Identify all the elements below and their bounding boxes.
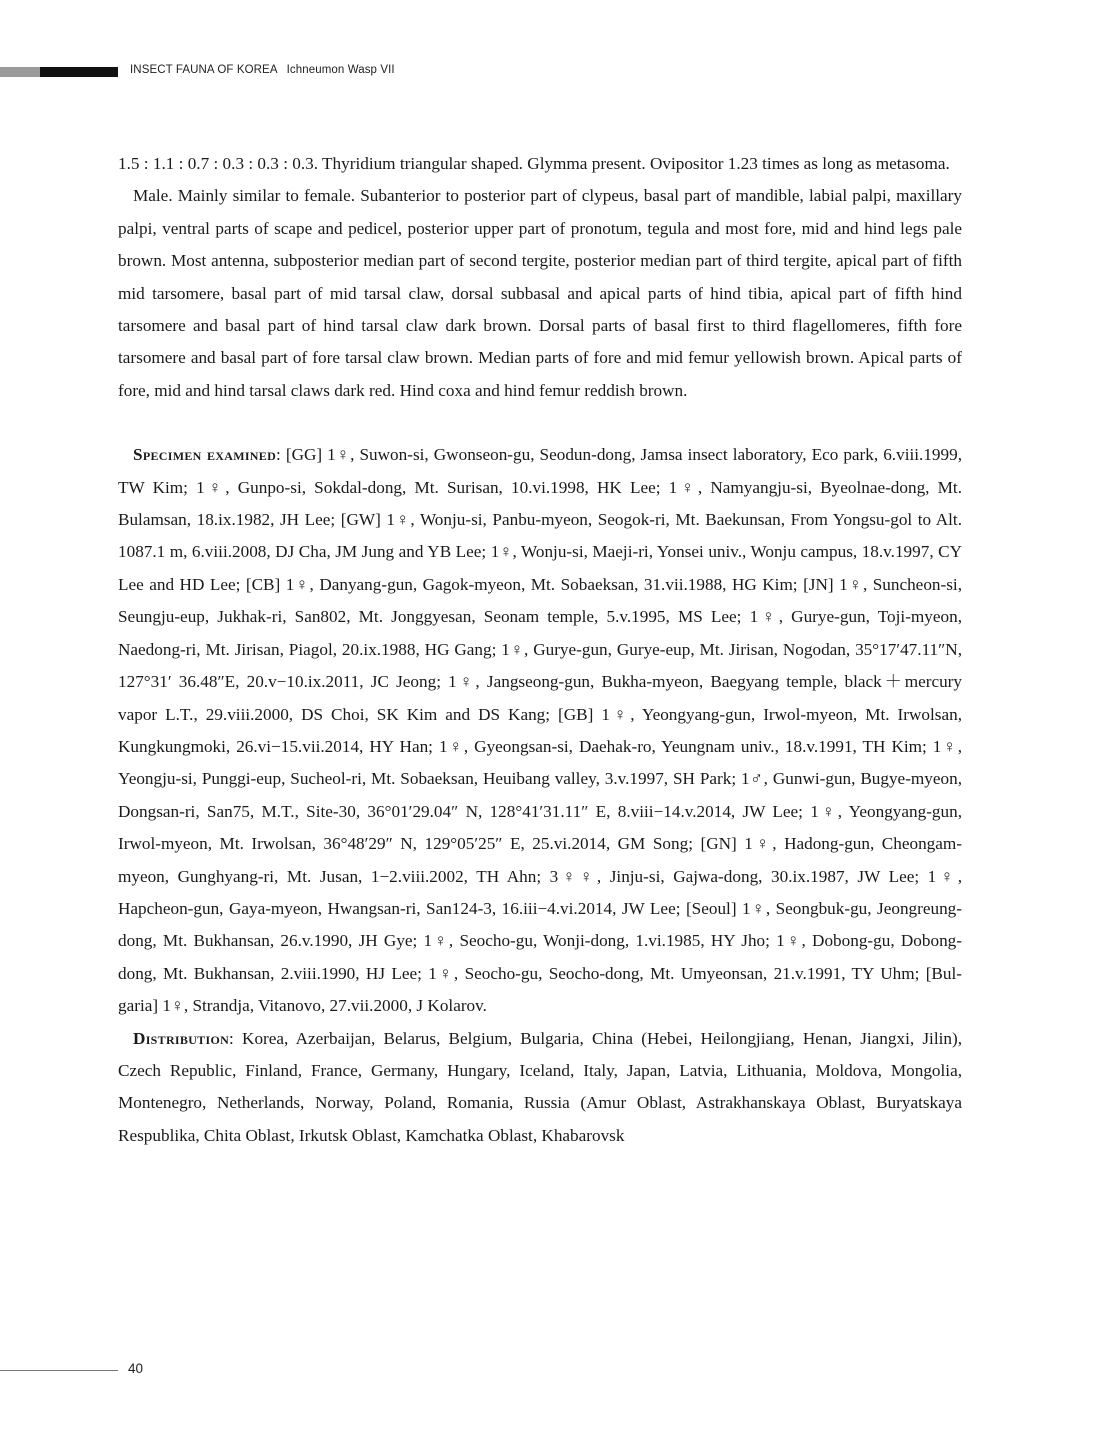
header-accent-bar-dark — [40, 67, 118, 77]
specimen-examined-text: : [GG] 1♀, Suwon-si, Gwonseon-gu, Seodun-dong, Jamsa insect laboratory, Eco park, 6.viii.1999, TW Kim; 1♀, Gunpo-si, Sokdal-dong, Mt. Surisan, 10.vi.1998, HK Lee; 1♀, Namyangju-si, Byeolnae-dong, Mt. Bulamsan, 18.ix.1982, JH Lee; [GW] 1♀, Wonju-si, Panbu-myeon, Seogok-ri, Mt. Baekunsan, From Yongsu-gol to Alt. 1087.1 m, 6.viii.2008, DJ Cha, JM Jung and YB Lee; 1♀, Wonju-si, Maeji-ri, Yonsei univ., Wonju campus, 18.v.1997, CY Lee and HD Lee; [CB] 1♀, Danyang-gun, Gagok-myeon, Mt. Sobaeksan, 31.vii.1988, HG Kim; [JN] 1♀, Suncheon-si, Seungju-eup, Jukhak-ri, San802, Mt. Jonggyesan, Seonam temple, 5.v.1995, MS Lee; 1♀, Gurye-gun, Toji-myeon, Naedong-ri, Mt. Jirisan, Piagol, 20.ix.1988, HG Gang; 1♀, Gurye-gun, Gurye-eup, Mt. Jirisan, Nogodan, 35°17′47.11″N, 127°31′ 36.48″E, 20.v−10.ix.2011, JC Jeong; 1♀, Jangseong-gun, Bukha-myeon, Baegyang temple, black＋mercury vapor L.T., 29.viii.2000, DS Choi, SK Kim and DS Kang; [GB] 1♀, Yeongyang-gun, Irwol-myeon, Mt. Irwolsan, Kungkungmoki, 26.vi−15.vii.2014, HY Han; 1♀, Gyeongsan-si, Daehak-ro, Yeungnam univ., 18.v.1991, TH Kim; 1♀, Yeongju-si, Punggi-eup, Sucheol-ri, Mt. Sobaeksan, Heuibang valley, 3.v.1997, SH Park; 1♂, Gunwi-gun, Bugye-myeon, Dongsan-ri, San75, M.T., Site-30, 36°01′29.04″ N, 128°41′31.11″ E, 8.viii−14.v.2014, JW Lee; 1♀, Yeongyang-gun, Irwol-myeon, Mt. Irwolsan, 36°48′29″ N, 129°05′25″ E, 25.vi.2014, GM Song; [GN] 1♀, Hadong-gun, Cheongam-myeon, Gunghyang-ri, Mt. Jusan, 1−2.viii.2002, TH Ahn; 3♀♀, Jinju-si, Gajwa-dong, 30.ix.1987, JW Lee; 1♀, Hapcheon-gun, Gaya-myeon, Hwangsan-ri, San124-3, 16.iii−4.vi.2014, JW Lee; [Seoul] 1♀, Seongbuk-gu, Jeongreung-dong, Mt. Bukhansan, 26.v.1990, JH Gye; 1♀, Seocho-gu, Wonji-dong, 1.vi.1985, HY Jho; 1♀, Dobong-gu, Dobong-dong, Mt. Bukhansan, 2.viii.1990, HJ Lee; 1♀, Seocho-gu, Seocho-dong, Mt. Umyeonsan, 21.v.1991, TY Uhm; [Bulgaria] 1♀, Strandja, Vitanovo, 27.vii.2000, J Kolarov. — [118, 445, 962, 1016]
paragraph-continued: 1.5 : 1.1 : 0.7 : 0.3 : 0.3 : 0.3. Thyridium triangular shaped. Glymma present. Ovipositor 1.23 times as long as metasoma. — [118, 154, 950, 173]
distribution-label: Distribution — [133, 1028, 230, 1048]
main-text — [118, 148, 962, 1152]
specimen-examined-label: Specimen examined — [133, 445, 277, 465]
distribution-text: : Korea, Azerbaijan, Belarus, Belgium, Bulgaria, China (Hebei, Heilongjiang, Henan, Jiangxi, Jilin), Czech Republic, Finland, France, Germany, Hungary, Iceland, Italy, Japan, Latvia, Lithuania, Moldova, Mongolia, Montenegro, Netherlands, Norway, Poland, Romania, Russia (Amur Oblast, Astrakhanskaya Oblast, Buryatskaya Respublika, Chita Oblast, Irkutsk Oblast, Kamchatka Oblast, Khabarovsk — [118, 1028, 962, 1145]
footer-rule — [0, 1370, 118, 1371]
volume-title: Ichneumon Wasp VII — [286, 64, 395, 76]
series-title: INSECT FAUNA OF KOREA — [130, 64, 278, 76]
header-accent-bar-light — [0, 67, 40, 77]
page-number: 40 — [128, 1361, 144, 1376]
paragraph-distribution — [118, 1023, 962, 1153]
paragraph-specimen-examined — [118, 439, 962, 1022]
running-header — [130, 64, 395, 76]
paragraph-male-description: Male. Mainly similar to female. Subanterior to posterior part of clypeus, basal part of mandible, labial palpi, maxillary palpi, ventral parts of scape and pedicel, posterior upper part of pronotum, tegula and most fore, mid and hind legs pale brown. Most antenna, subposterior median part of second tergite, posterior median part of third tergite, apical part of fifth mid tarsomere, basal part of mid tarsal claw, dorsal subbasal and apical parts of hind tibia, apical part of fifth hind tarsomere and basal part of hind tarsal claw dark brown. Dorsal parts of basal first to third flagellomeres, fifth fore tarsomere and basal part of fore tarsal claw brown. Median parts of fore and mid femur yellowish brown. Apical parts of fore, mid and hind tarsal claws dark red. Hind coxa and hind femur reddish brown. — [118, 186, 962, 400]
